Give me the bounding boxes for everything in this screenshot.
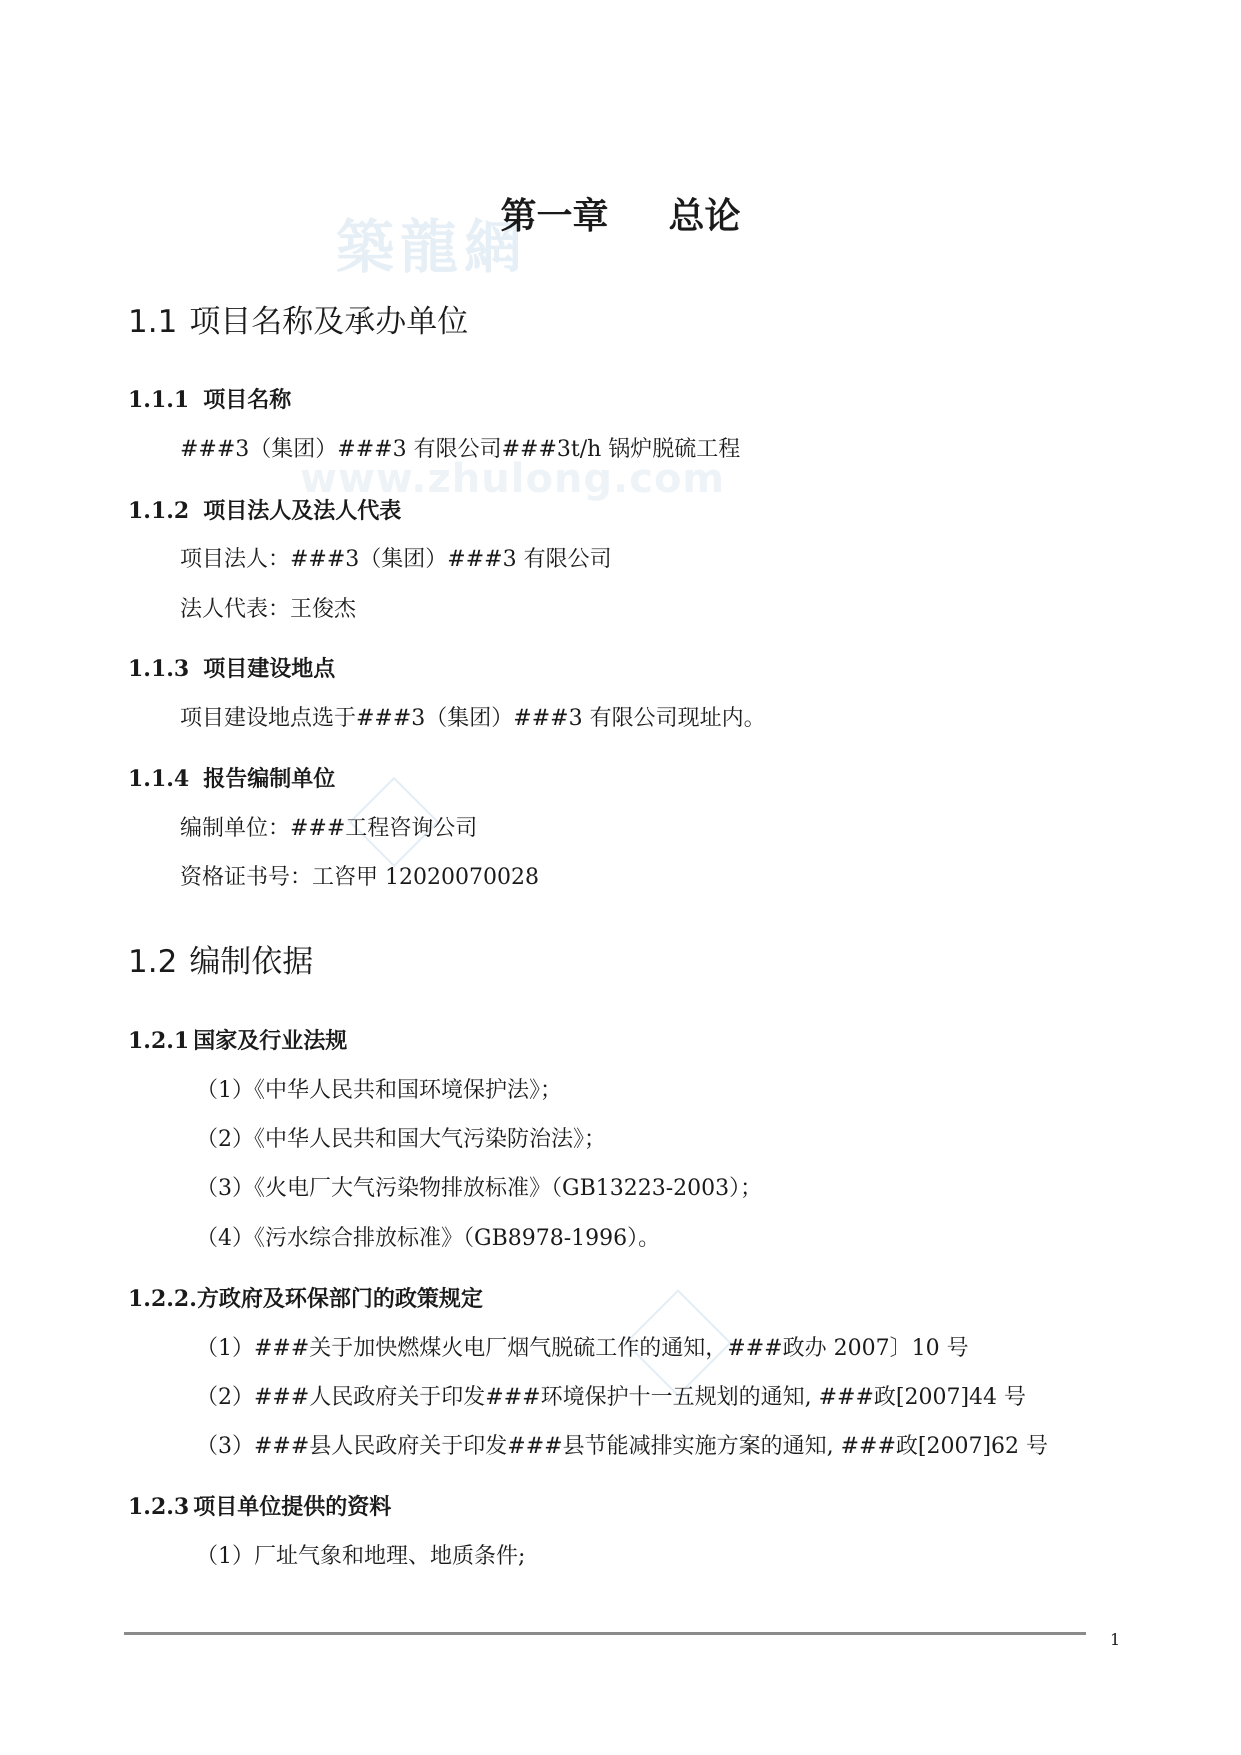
subsection-number: 1.2.2. (128, 1286, 197, 1312)
subsection-heading (128, 1282, 483, 1313)
subsection-number: 1.1.2 (128, 498, 190, 524)
section-heading (128, 936, 313, 981)
paragraph: 资格证书号：工咨甲 12020070028 (180, 865, 539, 890)
list-item: （3）###县人民政府关于印发###县节能减排实施方案的通知, ###政[2007]62 号 (196, 1434, 1049, 1459)
list-item: （2）《中华人民共和国大气污染防治法》； (196, 1127, 606, 1152)
watermark-url: www.zhulong.com (300, 456, 726, 502)
list-item: （2）###人民政府关于印发###环境保护十一五规划的通知, ###政[2007]44 号 (196, 1385, 1027, 1410)
section-title: 编制依据 (189, 944, 314, 980)
subsection-heading (128, 494, 401, 525)
subsection-number: 1.2.1 (128, 1028, 190, 1054)
section-number: 1.2 (128, 944, 178, 980)
subsection-heading (128, 383, 291, 414)
subsection-title: 项目建设地点 (203, 657, 336, 682)
subsection-heading (128, 1024, 347, 1055)
subsection-title: 项目单位提供的资料 (193, 1495, 392, 1520)
footer-divider (124, 1632, 1086, 1635)
subsection-title: 项目名称 (203, 388, 292, 413)
subsection-heading (128, 652, 335, 683)
subsection-title: 国家及行业法规 (193, 1029, 348, 1054)
subsection-number: 1.2.3 (128, 1494, 190, 1520)
subsection-title: 项目法人及法人代表 (203, 499, 402, 524)
subsection-number: 1.1.1 (128, 387, 190, 413)
list-item: （1）###关于加快燃煤火电厂烟气脱硫工作的通知，###政办 2007〕10 号 (196, 1336, 969, 1361)
paragraph: 项目法人：###3（集团）###3 有限公司 (180, 547, 612, 572)
list-item: （1）厂址气象和地理、地质条件; (196, 1544, 526, 1569)
paragraph: 编制单位：###工程咨询公司 (180, 816, 478, 841)
subsection-heading (128, 762, 335, 793)
section-title: 项目名称及承办单位 (189, 304, 469, 340)
list-item: （3）《火电厂大气污染物排放标准》（GB13223-2003）； (196, 1176, 763, 1201)
subsection-title: 方政府及环保部门的政策规定 (196, 1287, 483, 1312)
page-number: 1 (1110, 1630, 1121, 1649)
paragraph: 项目建设地点选于###3（集团）###3 有限公司现址内。 (180, 706, 766, 731)
paragraph: 法人代表：王俊杰 (180, 597, 357, 622)
subsection-number: 1.1.3 (128, 656, 190, 682)
subsection-title: 报告编制单位 (203, 767, 336, 792)
paragraph: ###3（集团）###3 有限公司###3t/h 锅炉脱硫工程 (180, 437, 741, 462)
subsection-heading (128, 1490, 391, 1521)
chapter-name: 总论 (668, 196, 741, 237)
section-heading (128, 296, 468, 341)
list-item: （4）《污水综合排放标准》（GB8978-1996）。 (196, 1226, 661, 1251)
subsection-number: 1.1.4 (128, 766, 190, 792)
watermark-logo: 築龍網 (336, 213, 529, 281)
section-number: 1.1 (128, 304, 178, 340)
list-item: （1）《中华人民共和国环境保护法》； (196, 1078, 562, 1103)
chapter-title (0, 188, 1241, 239)
chapter-number: 第一章 (500, 196, 609, 237)
